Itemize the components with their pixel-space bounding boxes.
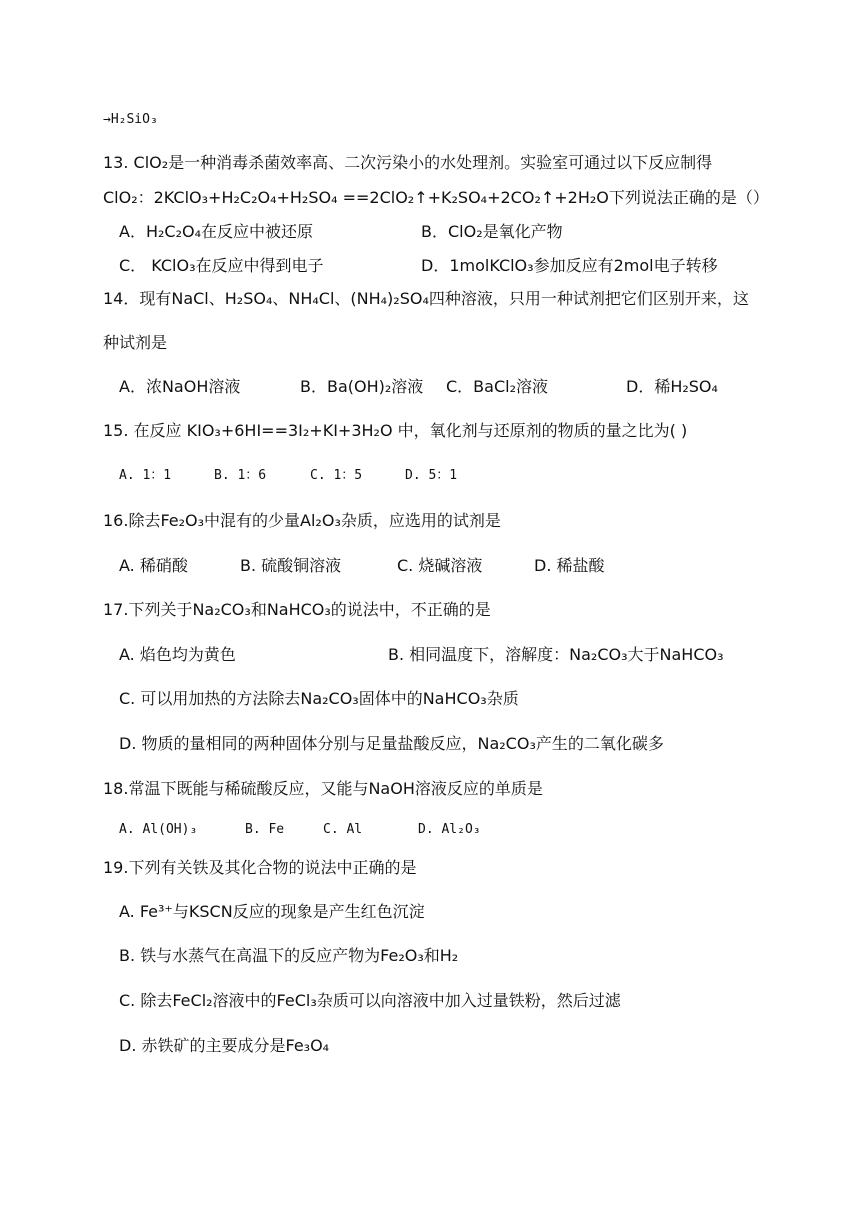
q18-option-c-text: C. Al — [323, 822, 363, 837]
question-19-stem — [103, 858, 416, 878]
q16-option-a — [119, 556, 188, 576]
q19-option-b — [119, 946, 458, 966]
q15-option-a-text: A. 1：1 — [119, 468, 172, 483]
q17-option-d-text: D. 物质的量相同的两种固体分别与足量盐酸反应，Na₂CO₃产生的二氧化碳多 — [119, 734, 664, 753]
text-line — [103, 108, 158, 130]
question-13-stem — [103, 153, 712, 173]
q13-line1: 13. ClO₂是一种消毒杀菌效率高、二次污染小的水处理剂。实验室可通过以下反应制得 — [103, 153, 713, 172]
q19-text: 19.下列有关铁及其化合物的说法中正确的是 — [103, 858, 417, 877]
q17-option-b — [388, 645, 724, 665]
q15-option-a — [119, 466, 171, 486]
q17-option-c — [119, 689, 519, 709]
q13-option-c-text: C． KClO₃在反应中得到电子 — [119, 256, 324, 275]
q18-option-a — [119, 820, 197, 840]
q19-option-c — [119, 991, 621, 1011]
q14-option-b-text: B．Ba(OH)₂溶液 — [300, 377, 424, 396]
question-14-stem-cont — [103, 333, 167, 353]
q18-option-c — [323, 820, 362, 840]
q15-text: 15. 在反应 KIO₃+6HI==3I₂+KI+3H₂O 中，氧化剂与还原剂的物质的量之比为( ) — [103, 421, 688, 440]
q16-option-c-text: C. 烧碱溶液 — [397, 556, 483, 575]
question-16-stem — [103, 511, 501, 531]
q13-option-a-text: A．H₂C₂O₄在反应中被还原 — [119, 222, 313, 241]
q15-option-c-text: C. 1：5 — [310, 468, 363, 483]
line-text: →H₂SiO₃ — [103, 112, 158, 127]
q16-option-a-text: A. 稀硝酸 — [119, 556, 188, 575]
q14-option-b — [300, 377, 423, 397]
q15-option-b-text: B. 1：6 — [214, 468, 267, 483]
q15-option-d — [405, 466, 457, 486]
q16-text: 16.除去Fe₂O₃中混有的少量Al₂O₃杂质，应选用的试剂是 — [103, 511, 501, 530]
q14-option-d — [626, 377, 718, 397]
q17-option-a — [119, 645, 236, 665]
q15-option-c — [310, 466, 362, 486]
q15-option-d-text: D. 5：1 — [405, 468, 458, 483]
q13-option-a — [119, 222, 313, 242]
q13-option-d — [421, 256, 718, 276]
q13-line2: ClO₂：2KClO₃+H₂C₂O₄+H₂SO₄ ==2ClO₂↑+K₂SO₄+2CO₂↑+2H₂O下列说法正确的是（） — [103, 188, 769, 207]
q18-text: 18.常温下既能与稀硫酸反应，又能与NaOH溶液反应的单质是 — [103, 779, 543, 798]
q19-option-d-text: D. 赤铁矿的主要成分是Fe₃O₄ — [119, 1036, 330, 1055]
q16-option-c — [397, 556, 482, 576]
q18-option-b-text: B. Fe — [245, 822, 285, 837]
q17-option-c-text: C. 可以用加热的方法除去Na₂CO₃固体中的NaHCO₃杂质 — [119, 689, 519, 708]
q14-line2: 种试剂是 — [103, 333, 168, 352]
q18-option-a-text: A. Al(OH)₃ — [119, 822, 198, 837]
question-17-stem — [103, 600, 491, 620]
q13-option-c — [119, 256, 324, 276]
q17-option-b-text: B. 相同温度下，溶解度：Na₂CO₃大于NaHCO₃ — [388, 645, 724, 664]
q17-option-a-text: A. 焰色均为黄色 — [119, 645, 236, 664]
q14-option-c-text: C．BaCl₂溶液 — [446, 377, 548, 396]
q13-option-b-text: B．ClO₂是氧化产物 — [421, 222, 563, 241]
q18-option-d — [418, 820, 481, 840]
q16-option-d-text: D. 稀盐酸 — [534, 556, 605, 575]
q19-option-a-text: A. Fe³⁺与KSCN反应的现象是产生红色沉淀 — [119, 902, 425, 921]
q19-option-a — [119, 902, 425, 922]
q14-option-a-text: A．浓NaOH溶液 — [119, 377, 241, 396]
q16-option-b-text: B. 硫酸铜溶液 — [240, 556, 342, 575]
q18-option-b — [245, 820, 284, 840]
q14-option-c — [446, 377, 548, 397]
q17-option-d — [119, 734, 664, 754]
q16-option-b — [240, 556, 341, 576]
question-14-stem — [103, 289, 749, 309]
q14-option-d-text: D．稀H₂SO₄ — [626, 377, 718, 396]
q19-option-b-text: B. 铁与水蒸气在高温下的反应产物为Fe₂O₃和H₂ — [119, 946, 459, 965]
q14-line1: 14．现有NaCl、H₂SO₄、NH₄Cl、(NH₄)₂SO₄四种溶液，只用一种试剂把它们区别开来，这 — [103, 289, 749, 308]
question-18-stem — [103, 779, 543, 799]
q14-option-a — [119, 377, 240, 397]
q15-option-b — [214, 466, 266, 486]
q13-option-d-text: D．1molKClO₃参加反应有2mol电子转移 — [421, 256, 718, 275]
q19-option-c-text: C. 除去FeCl₂溶液中的FeCl₃杂质可以向溶液中加入过量铁粉，然后过滤 — [119, 991, 621, 1010]
q19-option-d — [119, 1036, 329, 1056]
question-13-equation — [103, 188, 769, 208]
q18-option-d-text: D. Al₂O₃ — [418, 822, 481, 837]
q13-option-b — [421, 222, 563, 242]
q17-text: 17.下列关于Na₂CO₃和NaHCO₃的说法中，不正确的是 — [103, 600, 491, 619]
q16-option-d — [534, 556, 605, 576]
question-15-stem — [103, 421, 687, 441]
